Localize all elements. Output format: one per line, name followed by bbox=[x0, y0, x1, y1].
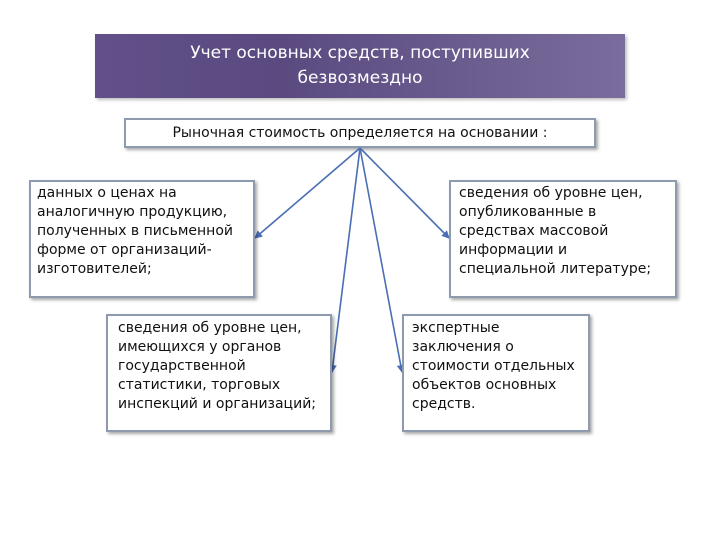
arrow-to-b1 bbox=[255, 148, 360, 238]
arrow-to-b4 bbox=[360, 148, 402, 372]
node-media-prices: сведения об уровне цен, опубликованные в средствах массовой информации и специальной литературе; bbox=[449, 180, 677, 298]
node-manufacturer-prices: данных о ценах на аналогичную продукцию, полученных в письменной форме от организаций-изготовителей; bbox=[29, 180, 255, 298]
node-statistics-prices: сведения об уровне цен, имеющихся у органов государственной статистики, торговых инспекций и организаций; bbox=[106, 314, 332, 432]
root-node: Рыночная стоимость определяется на основании : bbox=[124, 118, 596, 148]
diagram-title-text: Учет основных средств, поступивших безвозмездно bbox=[190, 43, 530, 88]
arrow-to-b3 bbox=[332, 148, 360, 372]
node-expert-opinion: экспертные заключения о стоимости отдельных объектов основных средств. bbox=[402, 314, 590, 432]
arrow-to-b2 bbox=[360, 148, 449, 238]
